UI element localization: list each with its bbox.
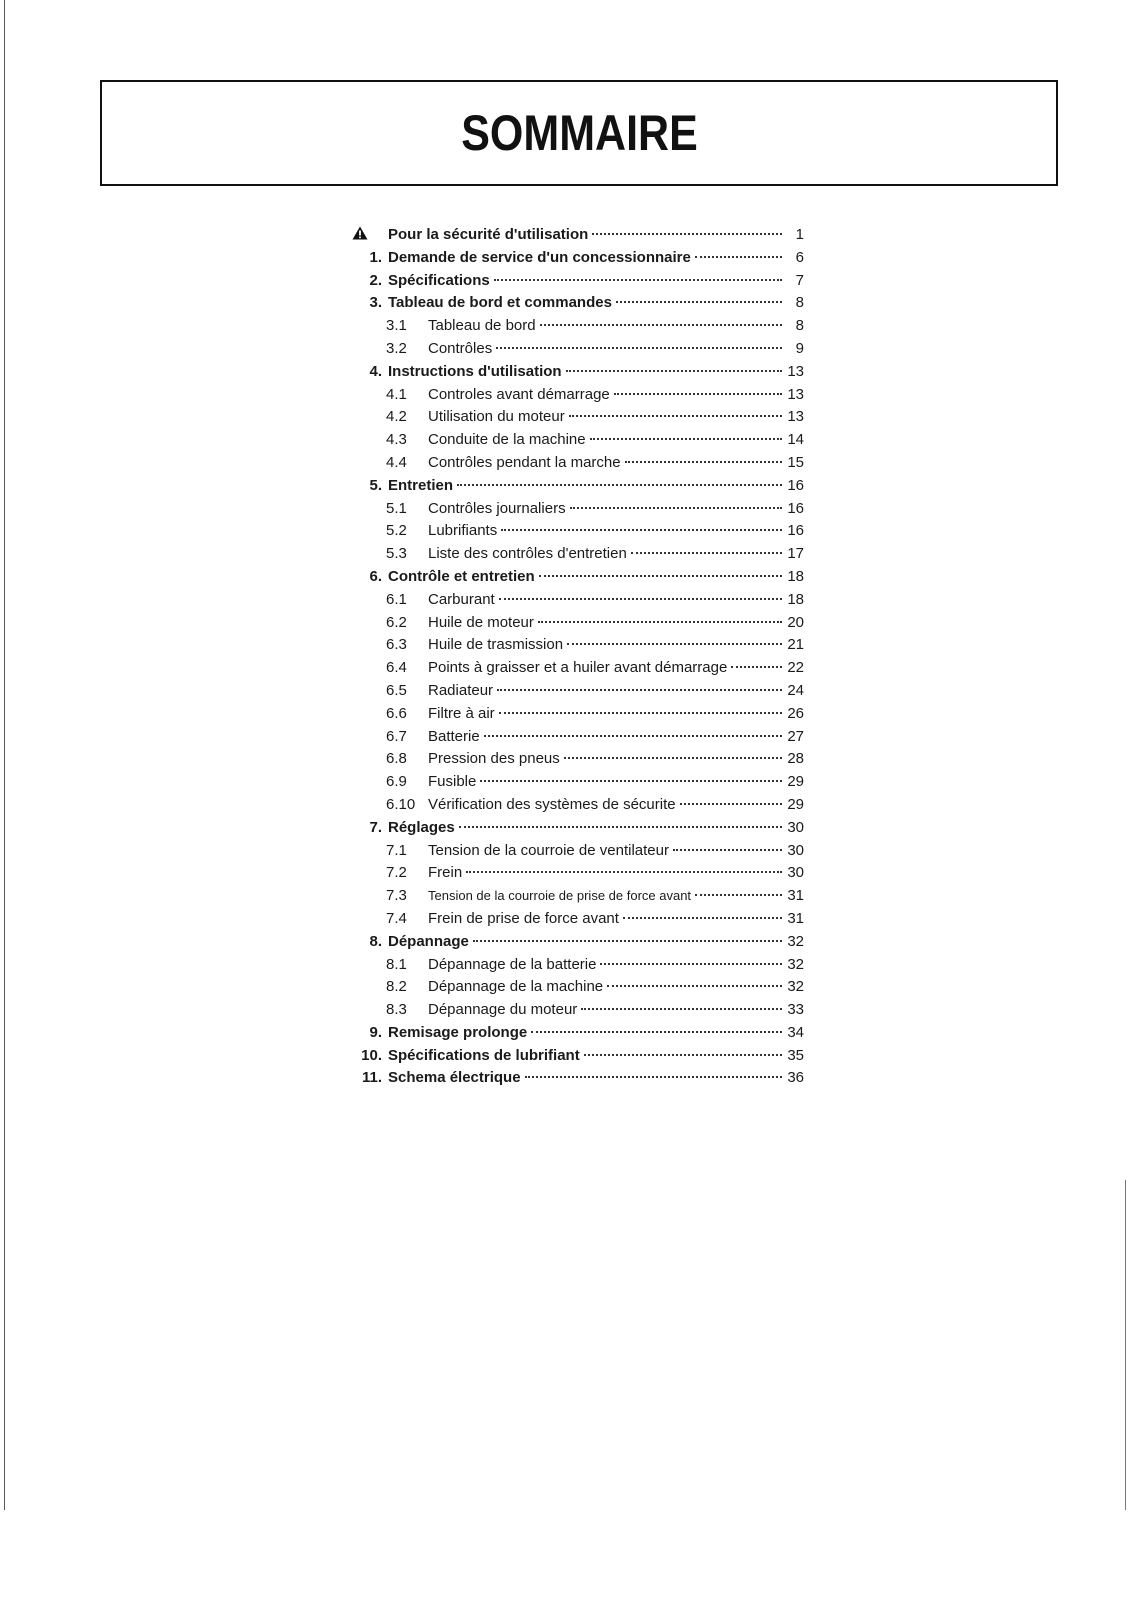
toc-label: Pour la sécurité d'utilisation bbox=[388, 226, 589, 243]
toc-entry[interactable] bbox=[352, 315, 804, 338]
toc-page-number: 13 bbox=[787, 408, 804, 426]
toc-label: Contrôle et entretien bbox=[388, 567, 535, 585]
toc-number: 7. bbox=[369, 818, 382, 836]
toc-page-number: 31 bbox=[787, 909, 804, 927]
toc-page-number: 30 bbox=[787, 841, 804, 859]
toc-entry[interactable] bbox=[352, 612, 804, 635]
toc-page-number: 32 bbox=[787, 955, 804, 973]
toc-entry[interactable] bbox=[352, 703, 804, 726]
toc-number: 4.1 bbox=[386, 385, 407, 403]
toc-entry[interactable] bbox=[352, 247, 804, 270]
dot-leader bbox=[466, 871, 782, 873]
toc-label: Conduite de la machine bbox=[428, 431, 586, 449]
toc-number: 6.4 bbox=[386, 659, 407, 677]
table-of-contents bbox=[352, 224, 804, 1090]
toc-page-number: 14 bbox=[787, 431, 804, 449]
toc-page-number: 18 bbox=[787, 590, 804, 608]
toc-page-number: 13 bbox=[787, 362, 804, 380]
toc-label: Contrôles bbox=[428, 339, 493, 357]
toc-page-number: 15 bbox=[787, 453, 804, 471]
dot-leader bbox=[496, 347, 782, 349]
toc-number: 4.3 bbox=[386, 431, 407, 449]
toc-label: Utilisation du moteur bbox=[428, 408, 565, 426]
toc-label: Spécifications de lubrifiant bbox=[388, 1046, 580, 1064]
toc-label: Instructions d'utilisation bbox=[388, 362, 562, 380]
toc-number: 6. bbox=[369, 567, 382, 585]
dot-leader bbox=[590, 438, 782, 440]
toc-number: 1. bbox=[369, 248, 382, 266]
dot-leader bbox=[695, 256, 782, 258]
toc-number: 4.4 bbox=[386, 453, 407, 471]
toc-page-number: 27 bbox=[787, 727, 804, 745]
toc-page-number: 32 bbox=[787, 978, 804, 996]
toc-page-number: 26 bbox=[787, 704, 804, 722]
toc-label: Vérification des systèmes de sécurite bbox=[428, 795, 676, 813]
toc-number: 11. bbox=[361, 1069, 382, 1087]
toc-number: 10. bbox=[361, 1046, 382, 1064]
toc-label: Spécifications bbox=[388, 271, 490, 289]
toc-number: 8.2 bbox=[386, 978, 407, 996]
toc-page-number: 1 bbox=[795, 226, 804, 243]
toc-entry[interactable] bbox=[352, 999, 804, 1022]
toc-label: Tableau de bord bbox=[428, 317, 536, 335]
toc-entry[interactable] bbox=[352, 429, 804, 452]
dot-leader bbox=[570, 507, 782, 509]
toc-page-number: 30 bbox=[787, 864, 804, 882]
toc-page-number: 36 bbox=[787, 1069, 804, 1087]
toc-number: 7.4 bbox=[386, 909, 407, 927]
toc-entry[interactable] bbox=[352, 338, 804, 361]
toc-label: Schema électrique bbox=[388, 1069, 521, 1087]
toc-number: 5.1 bbox=[386, 499, 407, 517]
toc-label: Frein de prise de force avant bbox=[428, 909, 619, 927]
toc-label: Lubrifiants bbox=[428, 522, 498, 540]
toc-number: 6.5 bbox=[386, 681, 407, 699]
toc-entry[interactable] bbox=[352, 885, 804, 908]
toc-number: 3. bbox=[369, 294, 382, 312]
toc-page-number: 9 bbox=[795, 339, 804, 357]
toc-entry[interactable] bbox=[352, 224, 804, 247]
dot-leader bbox=[525, 1076, 782, 1078]
dot-leader bbox=[614, 393, 782, 395]
toc-label: Tableau de bord et commandes bbox=[388, 294, 612, 312]
toc-label: Contrôles journaliers bbox=[428, 499, 566, 517]
toc-label: Tension de la courroie de ventilateur bbox=[428, 841, 669, 859]
toc-entry[interactable] bbox=[352, 657, 804, 680]
toc-entry[interactable] bbox=[352, 954, 804, 977]
toc-entry[interactable] bbox=[352, 931, 804, 954]
toc-label: Points à graisser et a huiler avant démarrage bbox=[428, 659, 728, 677]
dot-leader bbox=[680, 803, 782, 805]
toc-label: Tension de la courroie de prise de force avant bbox=[428, 888, 692, 904]
toc-page-number: 6 bbox=[795, 248, 804, 266]
toc-page-number: 31 bbox=[787, 887, 804, 905]
toc-label: Filtre à air bbox=[428, 704, 495, 722]
toc-page-number: 16 bbox=[787, 476, 804, 494]
toc-number: 7.3 bbox=[386, 887, 407, 905]
toc-label: Liste des contrôles d'entretien bbox=[428, 545, 627, 563]
toc-label: Remisage prolonge bbox=[388, 1023, 528, 1041]
dot-leader bbox=[581, 1008, 782, 1010]
dot-leader bbox=[631, 552, 782, 554]
toc-number: 5.2 bbox=[386, 522, 407, 540]
dot-leader bbox=[459, 826, 782, 828]
dot-leader bbox=[625, 461, 782, 463]
toc-number: 3.1 bbox=[386, 317, 407, 335]
toc-page-number: 29 bbox=[787, 773, 804, 791]
toc-entry[interactable] bbox=[352, 908, 804, 931]
toc-page-number: 7 bbox=[795, 271, 804, 289]
dot-leader bbox=[473, 940, 782, 942]
toc-label: Huile de moteur bbox=[428, 613, 534, 631]
toc-number: 9. bbox=[369, 1023, 382, 1041]
toc-label: Fusible bbox=[428, 773, 477, 791]
toc-number: 6.6 bbox=[386, 704, 407, 722]
dot-leader bbox=[695, 894, 782, 896]
toc-page-number: 34 bbox=[787, 1023, 804, 1041]
dot-leader bbox=[584, 1054, 782, 1056]
toc-entry[interactable] bbox=[352, 361, 804, 384]
toc-number: 4.2 bbox=[386, 408, 407, 426]
toc-entry[interactable] bbox=[352, 384, 804, 407]
toc-entry[interactable] bbox=[352, 794, 804, 817]
toc-page-number: 32 bbox=[787, 932, 804, 950]
toc-page-number: 35 bbox=[787, 1046, 804, 1064]
toc-label: Dépannage du moteur bbox=[428, 1001, 578, 1019]
dot-leader bbox=[457, 484, 782, 486]
dot-leader bbox=[531, 1031, 782, 1033]
dot-leader bbox=[484, 735, 782, 737]
toc-label: Dépannage de la machine bbox=[428, 978, 604, 996]
toc-entry[interactable] bbox=[352, 543, 804, 566]
toc-page-number: 17 bbox=[787, 545, 804, 563]
toc-number: 6.3 bbox=[386, 636, 407, 654]
toc-label: Dépannage bbox=[388, 932, 469, 950]
page-title: SOMMAIRE bbox=[460, 105, 698, 161]
dot-leader bbox=[480, 780, 782, 782]
toc-page-number: 8 bbox=[795, 317, 804, 335]
toc-page-number: 33 bbox=[787, 1001, 804, 1019]
dot-leader bbox=[592, 233, 782, 235]
dot-leader bbox=[616, 301, 782, 303]
toc-label: Carburant bbox=[428, 590, 495, 608]
toc-number: 7.2 bbox=[386, 864, 407, 882]
toc-entry[interactable] bbox=[352, 475, 804, 498]
dot-leader bbox=[623, 917, 782, 919]
dot-leader bbox=[731, 666, 782, 668]
toc-page-number: 21 bbox=[787, 636, 804, 654]
toc-page-number: 28 bbox=[787, 750, 804, 768]
toc-entry[interactable] bbox=[352, 1022, 804, 1045]
toc-label: Réglages bbox=[388, 818, 455, 836]
dot-leader bbox=[494, 279, 782, 281]
toc-page-number: 13 bbox=[787, 385, 804, 403]
toc-entry[interactable] bbox=[352, 589, 804, 612]
toc-entry[interactable] bbox=[352, 726, 804, 749]
toc-entry[interactable] bbox=[352, 406, 804, 429]
dot-leader bbox=[607, 985, 782, 987]
toc-entry[interactable] bbox=[352, 976, 804, 999]
dot-leader bbox=[499, 598, 782, 600]
toc-page-number: 29 bbox=[787, 795, 804, 813]
toc-entry[interactable] bbox=[352, 748, 804, 771]
toc-entry[interactable] bbox=[352, 680, 804, 703]
toc-page-number: 30 bbox=[787, 818, 804, 836]
dot-leader bbox=[497, 689, 782, 691]
toc-number: 7.1 bbox=[386, 841, 407, 859]
toc-number: 6.8 bbox=[386, 750, 407, 768]
toc-label: Frein bbox=[428, 864, 463, 882]
title-box bbox=[100, 80, 1058, 186]
toc-entry[interactable] bbox=[352, 1045, 804, 1068]
toc-page-number: 20 bbox=[787, 613, 804, 631]
toc-label: Controles avant démarrage bbox=[428, 385, 610, 403]
dot-leader bbox=[564, 757, 782, 759]
toc-entry[interactable] bbox=[352, 634, 804, 657]
toc-number: 6.2 bbox=[386, 613, 407, 631]
toc-number: 5.3 bbox=[386, 545, 407, 563]
dot-leader bbox=[501, 529, 782, 531]
dot-leader bbox=[540, 324, 782, 326]
toc-number: 8. bbox=[369, 932, 382, 950]
toc-page-number: 18 bbox=[787, 567, 804, 585]
toc-number: 6.1 bbox=[386, 590, 407, 608]
dot-leader bbox=[600, 963, 782, 965]
toc-label: Dépannage de la batterie bbox=[428, 955, 597, 973]
toc-number: 6.7 bbox=[386, 727, 407, 745]
toc-number: 4. bbox=[369, 362, 382, 380]
toc-label: Batterie bbox=[428, 727, 480, 745]
toc-label: Radiateur bbox=[428, 681, 494, 699]
toc-number: 3.2 bbox=[386, 339, 407, 357]
toc-number: 5. bbox=[369, 476, 382, 494]
toc-entry[interactable] bbox=[352, 292, 804, 315]
toc-label: Contrôles pendant la marche bbox=[428, 453, 621, 471]
toc-label: Demande de service d'un concessionnaire bbox=[388, 248, 691, 266]
toc-label: Pression des pneus bbox=[428, 750, 560, 768]
dot-leader bbox=[566, 370, 782, 372]
toc-number: 6.10 bbox=[386, 795, 416, 813]
toc-label: Entretien bbox=[388, 476, 454, 494]
scan-edge-right bbox=[1125, 1180, 1126, 1510]
toc-page-number: 22 bbox=[787, 659, 804, 677]
toc-number: 2. bbox=[369, 271, 382, 289]
toc-entry[interactable] bbox=[352, 520, 804, 543]
toc-entry[interactable] bbox=[352, 817, 804, 840]
dot-leader bbox=[499, 712, 782, 714]
toc-page-number: 16 bbox=[787, 522, 804, 540]
toc-number: 8.1 bbox=[386, 955, 407, 973]
scan-edge-left bbox=[4, 0, 5, 1510]
warning-triangle-icon bbox=[352, 224, 388, 247]
toc-entry[interactable] bbox=[352, 498, 804, 521]
dot-leader bbox=[569, 415, 782, 417]
toc-entry[interactable] bbox=[352, 452, 804, 475]
dot-leader bbox=[538, 621, 782, 623]
toc-entry[interactable] bbox=[352, 840, 804, 863]
toc-entry[interactable] bbox=[352, 1067, 804, 1090]
toc-entry[interactable] bbox=[352, 771, 804, 794]
toc-number: 8.3 bbox=[386, 1001, 407, 1019]
dot-leader bbox=[567, 643, 782, 645]
toc-page-number: 24 bbox=[787, 681, 804, 699]
dot-leader bbox=[673, 849, 782, 851]
toc-number: 6.9 bbox=[386, 773, 407, 791]
toc-page-number: 16 bbox=[787, 499, 804, 517]
toc-entry[interactable] bbox=[352, 270, 804, 293]
dot-leader bbox=[539, 575, 782, 577]
toc-page-number: 8 bbox=[795, 294, 804, 312]
toc-label: Huile de trasmission bbox=[428, 636, 564, 654]
toc-entry[interactable] bbox=[352, 566, 804, 589]
toc-entry[interactable] bbox=[352, 862, 804, 885]
